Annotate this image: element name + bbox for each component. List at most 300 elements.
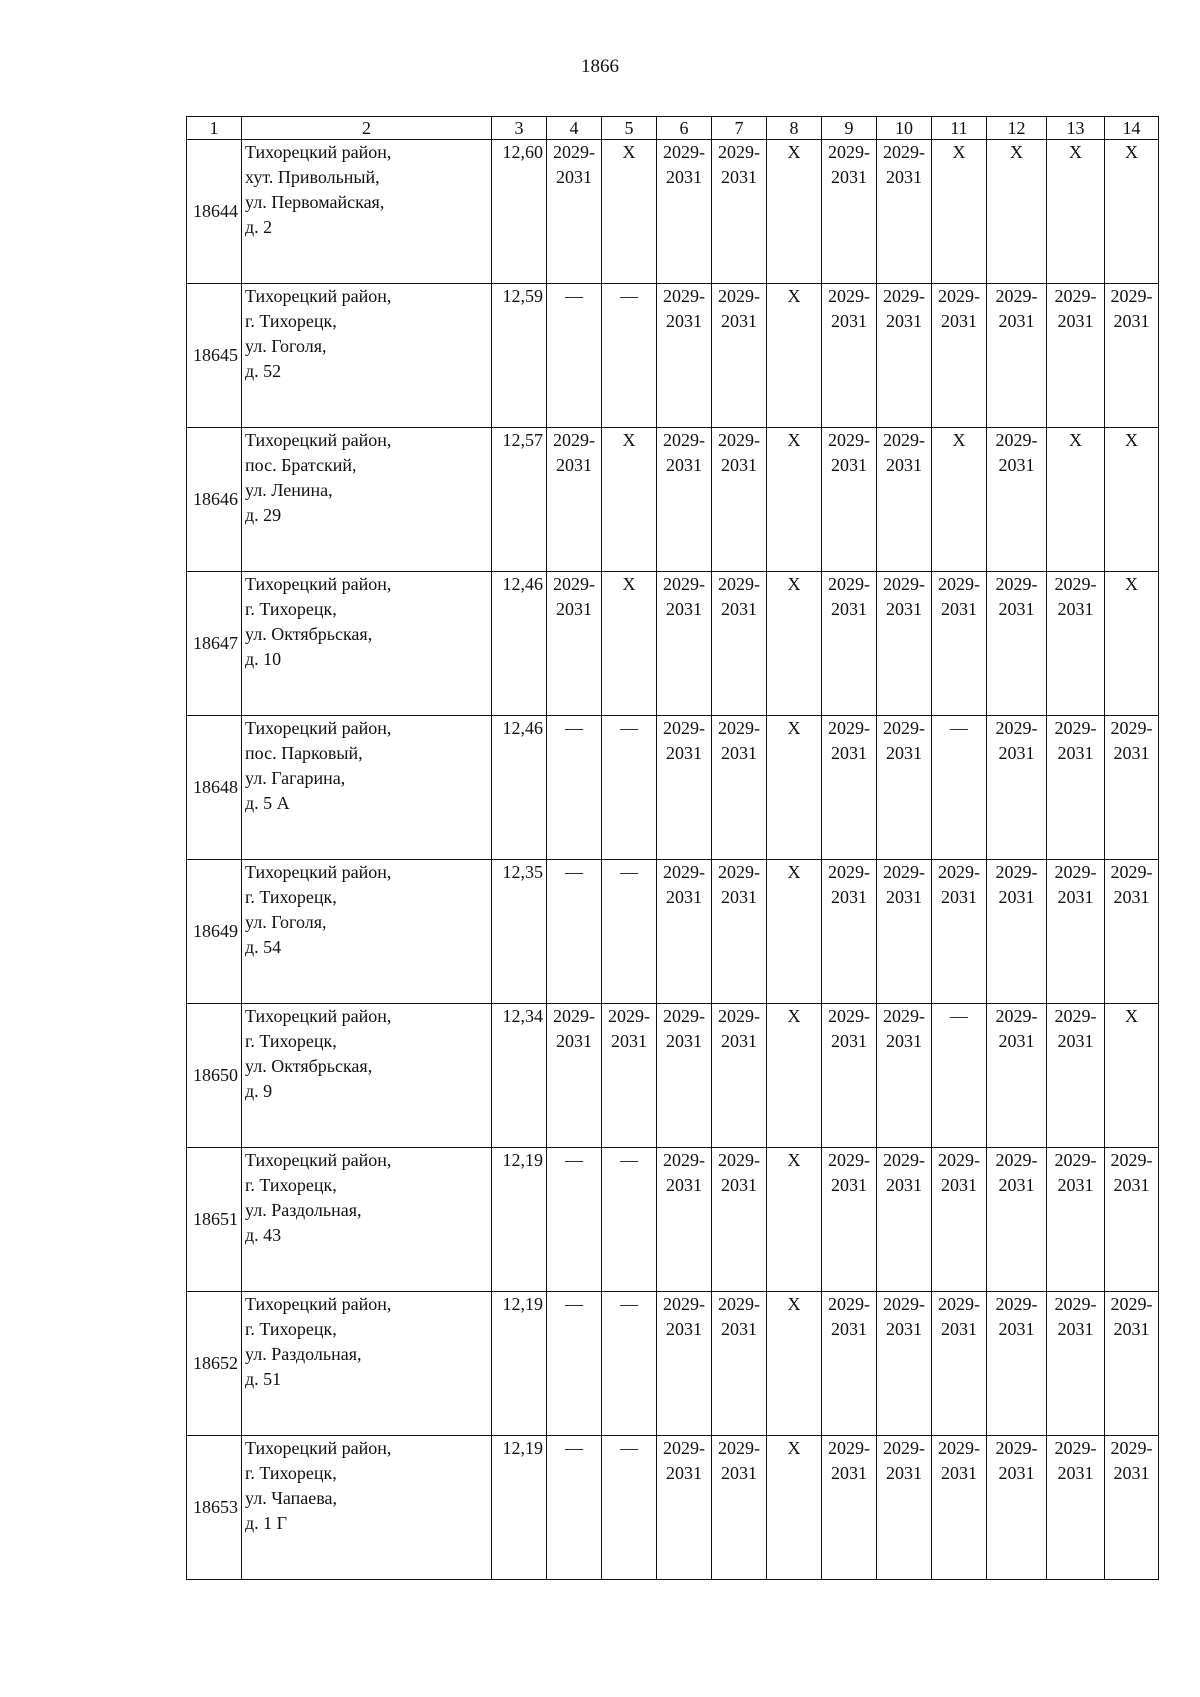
period-end: 2031 xyxy=(556,1031,592,1051)
address-cell xyxy=(242,140,492,284)
period-cell xyxy=(547,860,602,1004)
period-mark: X xyxy=(622,142,636,162)
period-start: 2029- xyxy=(883,574,925,594)
period-start: 2029- xyxy=(883,142,925,162)
period-cell xyxy=(602,140,657,284)
period-end: 2031 xyxy=(721,311,757,331)
column-header: 2 xyxy=(242,117,492,140)
address-line: д. 10 xyxy=(245,649,282,669)
period-end: 2031 xyxy=(556,599,592,619)
address-line: г. Тихорецк, xyxy=(245,311,337,331)
period-cell xyxy=(877,284,932,428)
period-end: 2031 xyxy=(886,1031,922,1051)
period-start: 2029- xyxy=(718,1294,760,1314)
period-mark: X xyxy=(952,430,966,450)
period-start: 2029- xyxy=(883,718,925,738)
record-number: 18644 xyxy=(187,140,242,284)
period-start: 2029- xyxy=(663,862,705,882)
period-start: 2029- xyxy=(828,718,870,738)
record-number: 18645 xyxy=(187,284,242,428)
period-cell xyxy=(602,1148,657,1292)
table-row xyxy=(187,860,1159,1004)
period-cell xyxy=(987,860,1047,1004)
period-end: 2031 xyxy=(941,599,977,619)
period-end: 2031 xyxy=(886,455,922,475)
period-start: 2029- xyxy=(883,1294,925,1314)
period-cell xyxy=(1047,1436,1105,1580)
column-header: 5 xyxy=(602,117,657,140)
period-mark: X xyxy=(787,1438,801,1458)
period-cell xyxy=(877,1436,932,1580)
period-cell xyxy=(547,140,602,284)
period-end: 2031 xyxy=(1057,1175,1094,1195)
address-cell xyxy=(242,860,492,1004)
address-line: пос. Парковый, xyxy=(245,743,363,763)
period-start: 2029- xyxy=(828,574,870,594)
address-line: Тихорецкий район, xyxy=(245,1150,392,1170)
period-cell xyxy=(932,860,987,1004)
period-cell xyxy=(822,1148,877,1292)
period-mark: — xyxy=(620,862,638,882)
period-start: 2029- xyxy=(995,1294,1038,1314)
address-line: д. 29 xyxy=(245,505,282,525)
period-start: 2029- xyxy=(553,142,595,162)
period-cell xyxy=(987,284,1047,428)
column-header: 1 xyxy=(187,117,242,140)
period-cell xyxy=(1105,860,1159,1004)
address-line: ул. Чапаева, xyxy=(245,1488,338,1508)
period-start: 2029- xyxy=(938,1150,980,1170)
period-cell xyxy=(822,572,877,716)
period-mark: X xyxy=(1125,142,1138,162)
period-start: 2029- xyxy=(828,1150,870,1170)
period-end: 2031 xyxy=(1057,1463,1094,1483)
period-cell xyxy=(767,1436,822,1580)
period-cell xyxy=(712,428,767,572)
address-line: г. Тихорецк, xyxy=(245,887,337,907)
period-start: 2029- xyxy=(938,1438,980,1458)
area-value: 12,19 xyxy=(492,1292,547,1436)
record-number: 18646 xyxy=(187,428,242,572)
period-start: 2029- xyxy=(718,142,760,162)
period-cell xyxy=(767,428,822,572)
period-end: 2031 xyxy=(721,1031,757,1051)
period-cell xyxy=(987,1148,1047,1292)
period-mark: — xyxy=(620,1150,638,1170)
period-start: 2029- xyxy=(663,574,705,594)
period-start: 2029- xyxy=(718,1006,760,1026)
record-number: 18647 xyxy=(187,572,242,716)
period-end: 2031 xyxy=(941,1175,977,1195)
period-cell xyxy=(822,284,877,428)
period-end: 2031 xyxy=(721,167,757,187)
period-end: 2031 xyxy=(941,887,977,907)
period-mark: X xyxy=(622,430,636,450)
period-end: 2031 xyxy=(886,743,922,763)
period-start: 2029- xyxy=(883,862,925,882)
period-start: 2029- xyxy=(995,574,1038,594)
table-row xyxy=(187,1004,1159,1148)
period-end: 2031 xyxy=(886,1463,922,1483)
period-start: 2029- xyxy=(663,142,705,162)
period-cell xyxy=(547,1436,602,1580)
period-start: 2029- xyxy=(663,1294,705,1314)
period-mark: — xyxy=(620,1438,638,1458)
period-cell xyxy=(822,1436,877,1580)
period-start: 2029- xyxy=(828,1006,870,1026)
address-line: Тихорецкий район, xyxy=(245,862,392,882)
period-cell xyxy=(1105,140,1159,284)
record-number: 18653 xyxy=(187,1436,242,1580)
address-line: пос. Братский, xyxy=(245,455,357,475)
page-number: 1866 xyxy=(581,56,619,77)
period-cell xyxy=(657,716,712,860)
period-start: 2029- xyxy=(553,430,595,450)
period-end: 2031 xyxy=(886,311,922,331)
period-cell xyxy=(712,1292,767,1436)
period-start: 2029- xyxy=(938,574,980,594)
period-end: 2031 xyxy=(1113,1463,1150,1483)
period-end: 2031 xyxy=(998,599,1035,619)
period-start: 2029- xyxy=(828,430,870,450)
address-cell xyxy=(242,428,492,572)
period-end: 2031 xyxy=(666,1175,702,1195)
period-cell xyxy=(1047,284,1105,428)
period-start: 2029- xyxy=(1110,1294,1153,1314)
period-end: 2031 xyxy=(666,1319,702,1339)
address-line: Тихорецкий район, xyxy=(245,718,392,738)
address-line: ул. Гагарина, xyxy=(245,768,346,788)
address-line: ул. Первомайская, xyxy=(245,192,385,212)
period-start: 2029- xyxy=(1054,718,1097,738)
address-line: д. 9 xyxy=(245,1081,273,1101)
address-cell xyxy=(242,1004,492,1148)
period-end: 2031 xyxy=(831,1175,867,1195)
period-start: 2029- xyxy=(1110,862,1153,882)
period-cell xyxy=(877,572,932,716)
period-mark: X xyxy=(787,142,801,162)
period-cell xyxy=(657,572,712,716)
period-cell xyxy=(987,140,1047,284)
period-cell xyxy=(877,1148,932,1292)
period-start: 2029- xyxy=(553,1006,595,1026)
period-cell xyxy=(767,860,822,1004)
address-line: Тихорецкий район, xyxy=(245,1006,392,1026)
period-end: 2031 xyxy=(831,455,867,475)
period-cell xyxy=(547,572,602,716)
period-start: 2029- xyxy=(718,286,760,306)
period-end: 2031 xyxy=(1057,1031,1094,1051)
period-start: 2029- xyxy=(663,1006,705,1026)
period-end: 2031 xyxy=(1057,599,1094,619)
period-cell xyxy=(1047,1148,1105,1292)
period-end: 2031 xyxy=(886,167,922,187)
period-start: 2029- xyxy=(883,286,925,306)
period-cell xyxy=(932,1004,987,1148)
period-mark: X xyxy=(787,574,801,594)
area-value: 12,34 xyxy=(492,1004,547,1148)
period-end: 2031 xyxy=(1113,1175,1150,1195)
period-mark: — xyxy=(620,1294,638,1314)
period-cell xyxy=(767,716,822,860)
period-cell xyxy=(602,428,657,572)
period-cell xyxy=(712,860,767,1004)
period-cell xyxy=(877,860,932,1004)
period-start: 2029- xyxy=(1054,1150,1097,1170)
address-line: д. 52 xyxy=(245,361,282,381)
period-cell xyxy=(1105,428,1159,572)
period-cell xyxy=(712,1004,767,1148)
column-header: 4 xyxy=(547,117,602,140)
period-end: 2031 xyxy=(998,1319,1035,1339)
period-end: 2031 xyxy=(998,1175,1035,1195)
record-number: 18652 xyxy=(187,1292,242,1436)
period-cell xyxy=(657,860,712,1004)
address-line: Тихорецкий район, xyxy=(245,430,392,450)
record-number: 18648 xyxy=(187,716,242,860)
period-cell xyxy=(657,284,712,428)
table-row xyxy=(187,716,1159,860)
period-start: 2029- xyxy=(663,718,705,738)
period-cell xyxy=(712,284,767,428)
period-start: 2029- xyxy=(828,862,870,882)
period-cell xyxy=(657,428,712,572)
column-header: 6 xyxy=(657,117,712,140)
period-cell xyxy=(987,1292,1047,1436)
period-cell xyxy=(657,1004,712,1148)
period-end: 2031 xyxy=(941,1463,977,1483)
table-row xyxy=(187,428,1159,572)
address-line: ул. Гоголя, xyxy=(245,912,327,932)
period-start: 2029- xyxy=(663,1150,705,1170)
address-cell xyxy=(242,1436,492,1580)
period-start: 2029- xyxy=(938,286,980,306)
period-mark: — xyxy=(565,862,583,882)
period-start: 2029- xyxy=(938,862,980,882)
address-line: ул. Ленина, xyxy=(245,480,333,500)
column-header: 8 xyxy=(767,117,822,140)
address-line: г. Тихорецк, xyxy=(245,1031,337,1051)
period-mark: X xyxy=(1125,430,1138,450)
period-end: 2031 xyxy=(998,1463,1035,1483)
period-cell xyxy=(547,1292,602,1436)
period-cell xyxy=(767,1004,822,1148)
period-cell xyxy=(877,1004,932,1148)
period-cell xyxy=(932,1148,987,1292)
period-start: 2029- xyxy=(718,574,760,594)
period-start: 2029- xyxy=(883,1150,925,1170)
address-line: Тихорецкий район, xyxy=(245,1294,392,1314)
period-cell xyxy=(657,1292,712,1436)
period-end: 2031 xyxy=(721,887,757,907)
address-cell xyxy=(242,1148,492,1292)
record-number: 18649 xyxy=(187,860,242,1004)
period-start: 2029- xyxy=(828,1438,870,1458)
period-end: 2031 xyxy=(666,1463,702,1483)
period-cell xyxy=(657,140,712,284)
period-cell xyxy=(1105,284,1159,428)
period-start: 2029- xyxy=(1110,1150,1153,1170)
period-end: 2031 xyxy=(1057,743,1094,763)
period-end: 2031 xyxy=(998,887,1035,907)
period-cell xyxy=(657,1436,712,1580)
period-cell xyxy=(932,1436,987,1580)
area-value: 12,46 xyxy=(492,572,547,716)
period-cell xyxy=(877,428,932,572)
column-header: 14 xyxy=(1105,117,1159,140)
period-cell xyxy=(1047,716,1105,860)
period-cell xyxy=(932,140,987,284)
area-value: 12,60 xyxy=(492,140,547,284)
period-end: 2031 xyxy=(998,1031,1035,1051)
period-end: 2031 xyxy=(721,1463,757,1483)
period-cell xyxy=(822,860,877,1004)
period-end: 2031 xyxy=(831,1031,867,1051)
table-row xyxy=(187,140,1159,284)
address-line: г. Тихорецк, xyxy=(245,1463,337,1483)
address-line: хут. Привольный, xyxy=(245,167,380,187)
period-start: 2029- xyxy=(1110,286,1153,306)
period-cell xyxy=(767,1148,822,1292)
period-end: 2031 xyxy=(886,1319,922,1339)
area-value: 12,35 xyxy=(492,860,547,1004)
period-start: 2029- xyxy=(608,1006,650,1026)
period-mark: X xyxy=(787,1006,801,1026)
period-start: 2029- xyxy=(938,1294,980,1314)
period-cell xyxy=(602,572,657,716)
period-end: 2031 xyxy=(1113,743,1150,763)
address-line: ул. Гоголя, xyxy=(245,336,327,356)
period-end: 2031 xyxy=(886,599,922,619)
address-line: д. 2 xyxy=(245,217,273,237)
period-mark: — xyxy=(620,286,638,306)
address-line: Тихорецкий район, xyxy=(245,1438,392,1458)
period-start: 2029- xyxy=(995,862,1038,882)
period-start: 2029- xyxy=(1054,574,1097,594)
period-end: 2031 xyxy=(1057,311,1094,331)
period-mark: X xyxy=(622,574,636,594)
period-end: 2031 xyxy=(666,887,702,907)
column-header: 12 xyxy=(987,117,1047,140)
address-line: ул. Раздольная, xyxy=(245,1344,362,1364)
period-start: 2029- xyxy=(995,1438,1038,1458)
period-cell xyxy=(767,572,822,716)
period-end: 2031 xyxy=(556,167,592,187)
column-header: 11 xyxy=(932,117,987,140)
period-start: 2029- xyxy=(663,1438,705,1458)
period-cell xyxy=(712,1436,767,1580)
period-cell xyxy=(712,572,767,716)
period-end: 2031 xyxy=(941,311,977,331)
period-mark: X xyxy=(787,1294,801,1314)
period-end: 2031 xyxy=(998,743,1035,763)
period-cell xyxy=(1047,572,1105,716)
period-mark: — xyxy=(565,1150,583,1170)
period-mark: X xyxy=(787,862,801,882)
period-end: 2031 xyxy=(556,455,592,475)
period-start: 2029- xyxy=(1054,1294,1097,1314)
address-line: Тихорецкий район, xyxy=(245,574,392,594)
period-start: 2029- xyxy=(553,574,595,594)
period-cell xyxy=(987,716,1047,860)
period-start: 2029- xyxy=(828,286,870,306)
address-cell xyxy=(242,716,492,860)
table-row xyxy=(187,572,1159,716)
period-mark: X xyxy=(1069,142,1082,162)
period-cell xyxy=(1105,1004,1159,1148)
period-cell xyxy=(657,1148,712,1292)
period-cell xyxy=(932,716,987,860)
period-cell xyxy=(822,1292,877,1436)
period-end: 2031 xyxy=(666,1031,702,1051)
area-value: 12,19 xyxy=(492,1436,547,1580)
address-line: д. 5 А xyxy=(245,793,290,813)
table-row xyxy=(187,1436,1159,1580)
address-line: Тихорецкий район, xyxy=(245,286,392,306)
period-end: 2031 xyxy=(831,599,867,619)
period-end: 2031 xyxy=(831,1319,867,1339)
period-cell xyxy=(932,572,987,716)
period-mark: — xyxy=(565,718,583,738)
period-start: 2029- xyxy=(883,1438,925,1458)
period-end: 2031 xyxy=(721,599,757,619)
period-start: 2029- xyxy=(995,718,1038,738)
address-line: ул. Октябрьская, xyxy=(245,1056,373,1076)
address-line: г. Тихорецк, xyxy=(245,1319,337,1339)
period-mark: — xyxy=(620,718,638,738)
area-value: 12,57 xyxy=(492,428,547,572)
period-end: 2031 xyxy=(1113,1319,1150,1339)
address-cell xyxy=(242,1292,492,1436)
period-mark: — xyxy=(565,1294,583,1314)
period-cell xyxy=(877,1292,932,1436)
period-cell xyxy=(602,860,657,1004)
period-mark: — xyxy=(565,286,583,306)
header-row xyxy=(187,117,1159,140)
address-cell xyxy=(242,572,492,716)
period-end: 2031 xyxy=(666,167,702,187)
period-cell xyxy=(1105,1148,1159,1292)
period-start: 2029- xyxy=(995,286,1038,306)
period-end: 2031 xyxy=(666,743,702,763)
period-cell xyxy=(547,284,602,428)
record-number: 18651 xyxy=(187,1148,242,1292)
period-cell xyxy=(602,284,657,428)
period-mark: X xyxy=(787,718,801,738)
address-line: д. 51 xyxy=(245,1369,282,1389)
period-end: 2031 xyxy=(666,599,702,619)
period-end: 2031 xyxy=(831,887,867,907)
period-cell xyxy=(822,716,877,860)
period-cell xyxy=(932,284,987,428)
period-cell xyxy=(822,140,877,284)
period-start: 2029- xyxy=(995,1150,1038,1170)
period-cell xyxy=(932,1292,987,1436)
period-start: 2029- xyxy=(995,430,1038,450)
area-value: 12,59 xyxy=(492,284,547,428)
period-start: 2029- xyxy=(718,1150,760,1170)
table-header xyxy=(187,117,1159,140)
registry-table xyxy=(186,116,1159,1580)
period-cell xyxy=(987,1436,1047,1580)
period-cell xyxy=(1047,1004,1105,1148)
period-end: 2031 xyxy=(831,167,867,187)
address-line: г. Тихорецк, xyxy=(245,599,337,619)
period-cell xyxy=(822,428,877,572)
period-end: 2031 xyxy=(1057,887,1094,907)
period-end: 2031 xyxy=(721,1175,757,1195)
period-start: 2029- xyxy=(883,430,925,450)
